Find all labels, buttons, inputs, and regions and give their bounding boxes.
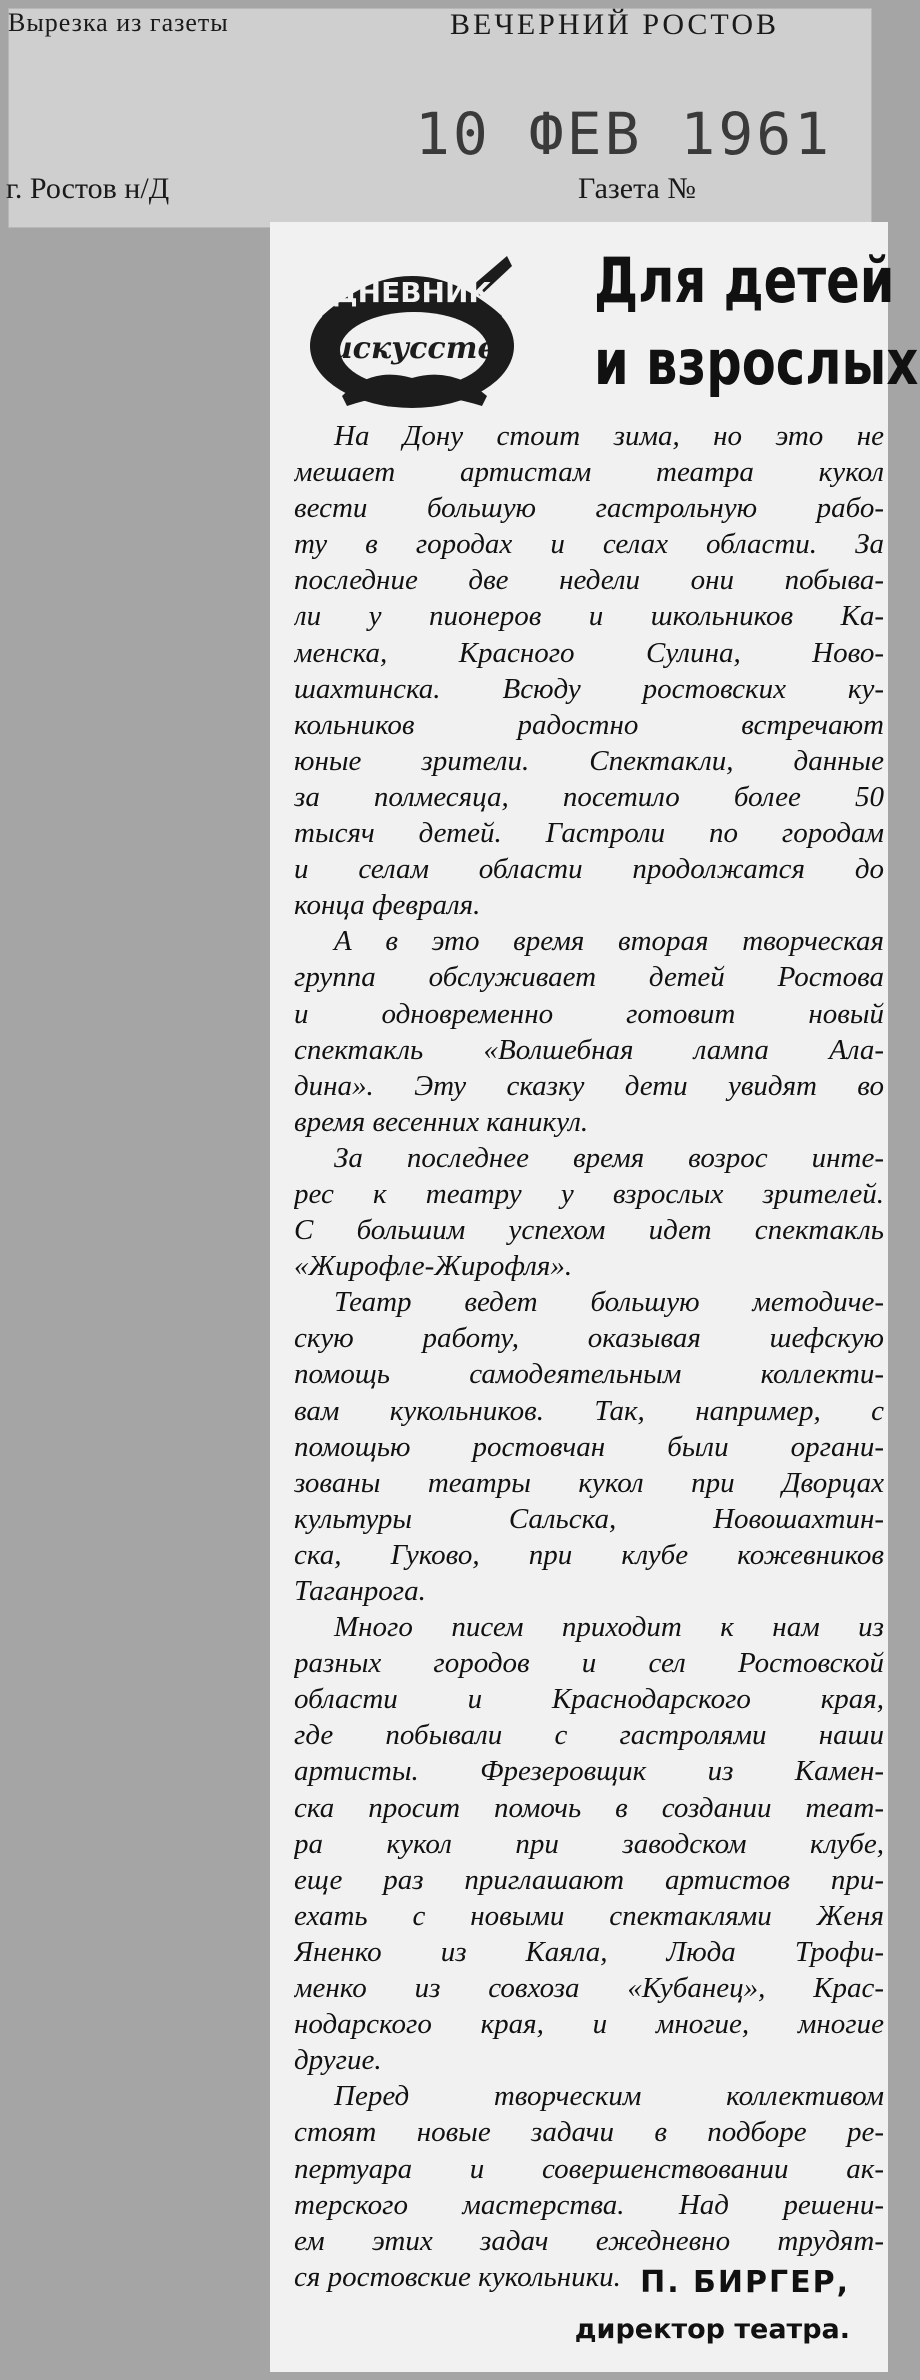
newspaper-name: ВЕЧЕРНИЙ РОСТОВ (450, 8, 780, 41)
article-line: скую работу, оказывая шефскую (294, 1322, 884, 1355)
article-line: шахтинска. Всюду ростовских ку- (294, 672, 884, 705)
article-line: Театр ведет большую методиче- (334, 1286, 884, 1319)
article-line: ли у пионеров и школьников Ка- (294, 600, 884, 633)
article-line: терского мастерства. Над решени- (294, 2188, 884, 2221)
article-line: На Дону стоит зима, но это не (334, 420, 884, 452)
city-label: г. Ростов н/Д (6, 172, 170, 205)
article-title-line-1: Для детей (594, 244, 895, 317)
logo-line2: искусств (330, 331, 498, 366)
article-line: менко из совхоза «Кубанец», Крас- (294, 1972, 884, 2005)
article-line: конца февраля. (294, 889, 481, 922)
article-line: артисты. Фрезеровщик из Камен- (294, 1755, 884, 1788)
article-line: области и Краснодарского края, (294, 1683, 884, 1716)
article-line: юные зрители. Спектакли, данные (294, 744, 884, 777)
article-line: тысяч детей. Гастроли по городам (294, 817, 884, 850)
article-title (594, 240, 919, 404)
article-line: разных городов и сел Ростовской (294, 1647, 884, 1680)
article-line: кольников радостно встречают (294, 708, 884, 741)
article-line: А в это время вторая творческая (334, 925, 884, 958)
article-line: последние две недели они побыва- (294, 564, 884, 597)
article-line: мешает артистам театра кукол (294, 456, 884, 489)
article-line: ска, Гуково, при клубе кожевников (294, 1538, 884, 1571)
article-line: Много писем приходит к нам из (334, 1611, 884, 1644)
diary-of-arts-logo (302, 246, 522, 414)
article-line: другие. (294, 2044, 382, 2077)
article-line: спектакль «Волшебная лампа Ала- (294, 1033, 884, 1066)
article-line: ту в городах и селах области. За (294, 528, 884, 561)
article-line: дина». Эту сказку дети увидят во (294, 1069, 884, 1102)
article-line: время весенних каникул. (294, 1105, 589, 1138)
article-line: менска, Красного Сулина, Ново- (294, 636, 884, 669)
article-line: Перед творческим коллективом (334, 2080, 884, 2113)
article-line: ем этих задач ежедневно трудят- (294, 2224, 884, 2257)
article-line: За последнее время возрос инте- (334, 1141, 884, 1174)
signature-name: П. БИРГЕР, (640, 2265, 850, 2300)
article-line: Яненко из Каяла, Люда Трофи- (294, 1935, 884, 1968)
article-line: вам кукольников. Так, например, с (294, 1394, 884, 1427)
article-line: нодарского края, и многие, многие (294, 2008, 884, 2041)
article-title-line-2: и взрослых (594, 326, 919, 399)
article-body (294, 418, 884, 2295)
signature-block (530, 2265, 850, 2345)
article-line: помощью ростовчан были органи- (294, 1430, 884, 1463)
article-line: рес к театру у взрослых зрителей. (294, 1177, 884, 1210)
article-line: пертуара и совершенствовании ак- (294, 2152, 884, 2185)
article-line: Таганрога. (294, 1575, 426, 1607)
article-line: помощь самодеятельным коллекти- (294, 1358, 884, 1391)
article-line: ра кукол при заводском клубе, (294, 1827, 884, 1860)
article-line: где побывали с гастролями наши (294, 1719, 884, 1752)
article-line: и селам области продолжатся до (294, 853, 884, 886)
article-line: стоят новые задачи в подборе ре- (294, 2116, 884, 2149)
article-line: зованы театры кукол при Дворцах (294, 1466, 884, 1499)
signature-role: директор театра. (574, 2314, 850, 2345)
article-line: «Жирофле-Жирофля». (294, 1250, 573, 1283)
article-line: С большим успехом идет спектакль (294, 1214, 884, 1247)
article-line: и одновременно готовит новый (294, 997, 884, 1030)
article-line: вести большую гастрольную рабо- (294, 492, 884, 525)
article-line: культуры Сальска, Новошахтин- (294, 1502, 884, 1535)
logo-line1: ДНЕВНИК (332, 276, 492, 309)
article-line: ехать с новыми спектаклями Женя (294, 1899, 884, 1932)
gazeta-number-label: Газета № (578, 172, 696, 205)
article-line: ся ростовские кукольники. (294, 2260, 621, 2293)
article-line: за полмесяца, посетило более 50 (294, 780, 884, 813)
article-line: ска просит помочь в создании теат- (294, 1791, 884, 1824)
article-line: еще раз приглашают артистов при- (294, 1863, 884, 1896)
source-label: Вырезка из газеты (8, 8, 229, 37)
date-stamp: 10 ФЕВ 1961 (415, 100, 833, 168)
article-line: группа обслуживает детей Ростова (294, 961, 884, 994)
